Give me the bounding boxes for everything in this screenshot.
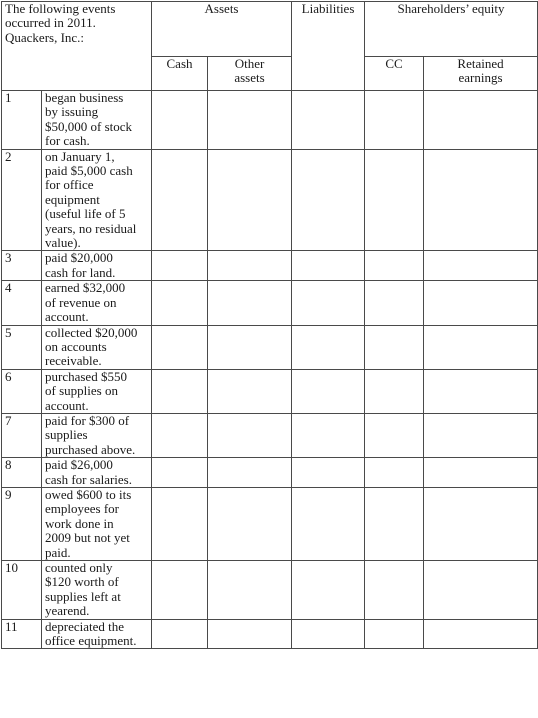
- cash-cell[interactable]: [152, 369, 208, 413]
- table-row: [2, 281, 538, 325]
- cash-cell[interactable]: [152, 325, 208, 369]
- cash-cell[interactable]: [152, 281, 208, 325]
- event-description: [42, 369, 152, 413]
- retained-earnings-cell[interactable]: [424, 561, 538, 620]
- event-number: 9: [2, 487, 42, 560]
- liabilities-header: Liabilities: [292, 2, 365, 91]
- table-row: [2, 251, 538, 281]
- other-assets-cell[interactable]: [208, 413, 292, 457]
- retained-earnings-cell[interactable]: [424, 91, 538, 150]
- event-number: 1: [2, 91, 42, 150]
- other-assets-cell[interactable]: [208, 369, 292, 413]
- event-description-line: $50,000 of stock: [45, 118, 133, 134]
- event-number: 3: [2, 251, 42, 281]
- other-assets-cell[interactable]: [208, 619, 292, 649]
- event-description: [42, 325, 152, 369]
- event-description-line: paid $20,000: [45, 250, 113, 266]
- liabilities-cell[interactable]: [292, 561, 365, 620]
- event-number: 10: [2, 561, 42, 620]
- events-header-cell: [2, 2, 152, 91]
- event-description-line: yearend.: [45, 603, 90, 619]
- other-assets-cell[interactable]: [208, 561, 292, 620]
- event-description-line: receivable.: [45, 353, 102, 369]
- event-description-line: supplies left at: [45, 588, 121, 604]
- event-description-line: cash for land.: [45, 264, 116, 280]
- event-description-line: equipment: [45, 191, 100, 207]
- cash-cell[interactable]: [152, 149, 208, 251]
- event-description: [42, 619, 152, 649]
- liabilities-cell[interactable]: [292, 149, 365, 251]
- equity-header: Shareholders’ equity: [365, 2, 538, 57]
- event-description: [42, 413, 152, 457]
- event-description-line: paid.: [45, 544, 71, 560]
- event-description-line: of revenue on: [45, 294, 117, 310]
- event-description: [42, 458, 152, 488]
- event-description-line: supplies: [45, 427, 88, 443]
- table-row: [2, 149, 538, 251]
- other-assets-cell[interactable]: [208, 91, 292, 150]
- event-description-line: for office: [45, 177, 94, 193]
- retained-earnings-cell[interactable]: [424, 281, 538, 325]
- liabilities-cell[interactable]: [292, 458, 365, 488]
- event-description-line: counted only: [45, 560, 113, 575]
- liabilities-cell[interactable]: [292, 91, 365, 150]
- liabilities-cell[interactable]: [292, 619, 365, 649]
- other-assets-cell[interactable]: [208, 251, 292, 281]
- other-assets-header: [208, 57, 292, 91]
- retained-earnings-label-line: earnings: [458, 70, 503, 86]
- cc-header: CC: [365, 57, 424, 91]
- cash-cell[interactable]: [152, 619, 208, 649]
- table-row: [2, 413, 538, 457]
- retained-earnings-cell[interactable]: [424, 369, 538, 413]
- event-description-line: purchased $550: [45, 368, 127, 384]
- event-description-line: cash for salaries.: [45, 471, 132, 487]
- event-description-line: began business: [45, 90, 124, 105]
- other-assets-cell[interactable]: [208, 487, 292, 560]
- cc-cell[interactable]: [365, 369, 424, 413]
- event-description-line: 2009 but not yet: [45, 530, 130, 546]
- event-number: 8: [2, 458, 42, 488]
- cc-cell[interactable]: [365, 561, 424, 620]
- retained-earnings-cell[interactable]: [424, 149, 538, 251]
- cash-cell[interactable]: [152, 91, 208, 150]
- retained-earnings-cell[interactable]: [424, 413, 538, 457]
- event-description-line: employees for: [45, 501, 120, 517]
- other-assets-label-line: Other: [234, 56, 265, 71]
- event-description-line: $120 worth of: [45, 574, 119, 590]
- event-description-line: paid $26,000: [45, 457, 113, 473]
- table-row: [2, 458, 538, 488]
- event-description: [42, 149, 152, 251]
- cc-cell[interactable]: [365, 413, 424, 457]
- event-description-line: for cash.: [45, 133, 90, 149]
- other-assets-cell[interactable]: [208, 458, 292, 488]
- cc-cell[interactable]: [365, 149, 424, 251]
- event-description: [42, 281, 152, 325]
- liabilities-cell[interactable]: [292, 369, 365, 413]
- retained-earnings-label-line: Retained: [457, 56, 504, 71]
- cash-cell[interactable]: [152, 487, 208, 560]
- transaction-table: [1, 1, 538, 649]
- retained-earnings-cell[interactable]: [424, 251, 538, 281]
- event-description-line: depreciated the: [45, 618, 125, 634]
- retained-earnings-cell[interactable]: [424, 619, 538, 649]
- event-description-line: paid for $300 of: [45, 412, 130, 428]
- event-description-line: on accounts: [45, 338, 107, 354]
- event-description: [42, 251, 152, 281]
- event-description-line: purchased above.: [45, 441, 136, 457]
- event-description-line: account.: [45, 397, 89, 413]
- event-number: 4: [2, 281, 42, 325]
- table-row: [2, 561, 538, 620]
- liabilities-cell[interactable]: [292, 325, 365, 369]
- event-description-line: of supplies on: [45, 383, 118, 399]
- liabilities-cell[interactable]: [292, 281, 365, 325]
- cc-cell[interactable]: [365, 281, 424, 325]
- cash-cell[interactable]: [152, 413, 208, 457]
- cc-cell[interactable]: [365, 487, 424, 560]
- table-row: [2, 487, 538, 560]
- event-description: [42, 91, 152, 150]
- cash-cell[interactable]: [152, 251, 208, 281]
- cash-cell[interactable]: [152, 458, 208, 488]
- cc-cell[interactable]: [365, 91, 424, 150]
- events-header-line: Quackers, Inc.:: [5, 29, 85, 45]
- table-row: [2, 619, 538, 649]
- other-assets-cell[interactable]: [208, 281, 292, 325]
- table-row: [2, 325, 538, 369]
- event-description-line: collected $20,000: [45, 324, 138, 340]
- event-description-line: owed $600 to its: [45, 486, 132, 502]
- liabilities-cell[interactable]: [292, 251, 365, 281]
- events-header-line: occurred in 2011.: [5, 15, 96, 31]
- cc-cell[interactable]: [365, 458, 424, 488]
- event-number: 7: [2, 413, 42, 457]
- event-description-line: value).: [45, 235, 81, 251]
- events-header-line: The following events: [5, 1, 116, 16]
- event-description-line: years, no residual: [45, 220, 137, 236]
- event-description: [42, 487, 152, 560]
- retained-earnings-cell[interactable]: [424, 487, 538, 560]
- other-assets-label-line: assets: [234, 70, 265, 86]
- retained-earnings-cell[interactable]: [424, 325, 538, 369]
- event-description-line: paid $5,000 cash: [45, 163, 133, 179]
- event-description-line: work done in: [45, 515, 114, 531]
- event-number: 5: [2, 325, 42, 369]
- event-description-line: account.: [45, 309, 89, 325]
- event-description-line: (useful life of 5: [45, 206, 126, 222]
- header-row-top: [2, 2, 538, 57]
- cc-cell[interactable]: [365, 325, 424, 369]
- assets-header: Assets: [152, 2, 292, 57]
- cc-cell[interactable]: [365, 619, 424, 649]
- cc-cell[interactable]: [365, 251, 424, 281]
- event-number: 2: [2, 149, 42, 251]
- event-description-line: by issuing: [45, 104, 99, 120]
- liabilities-cell[interactable]: [292, 413, 365, 457]
- other-assets-cell[interactable]: [208, 149, 292, 251]
- liabilities-cell[interactable]: [292, 487, 365, 560]
- cash-cell[interactable]: [152, 561, 208, 620]
- event-description-line: on January 1,: [45, 148, 115, 164]
- cash-header: Cash: [152, 57, 208, 91]
- event-description: [42, 561, 152, 620]
- retained-earnings-header: [424, 57, 538, 91]
- event-description-line: earned $32,000: [45, 280, 126, 296]
- event-number: 6: [2, 369, 42, 413]
- event-description-line: office equipment.: [45, 633, 137, 649]
- table-row: [2, 369, 538, 413]
- retained-earnings-cell[interactable]: [424, 458, 538, 488]
- event-number: 11: [2, 619, 42, 649]
- table-row: [2, 91, 538, 150]
- other-assets-cell[interactable]: [208, 325, 292, 369]
